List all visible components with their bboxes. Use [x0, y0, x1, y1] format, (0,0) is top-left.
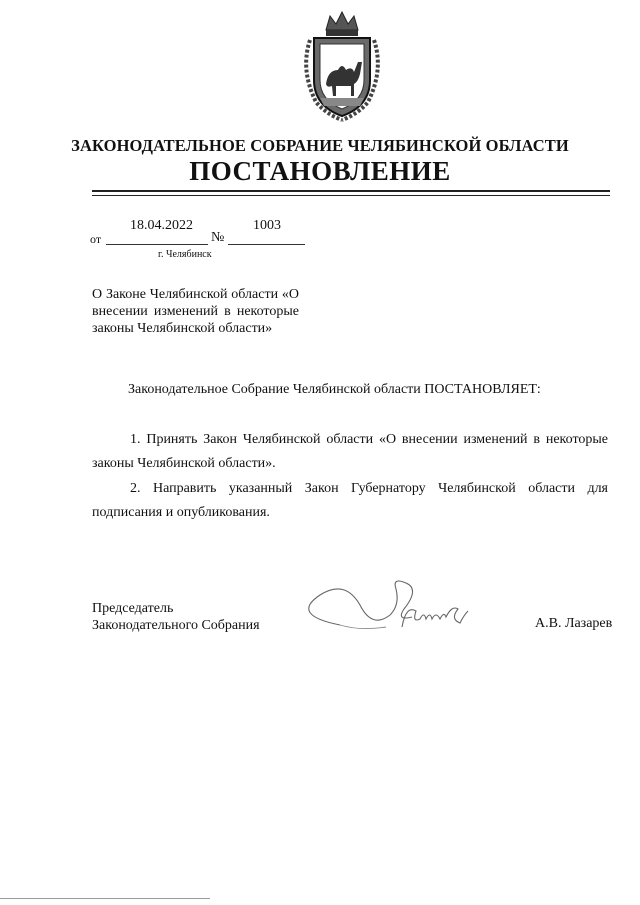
number-underline	[228, 244, 305, 245]
document-type-title: ПОСТАНОВЛЕНИЕ	[189, 156, 451, 186]
number-sign: №	[211, 230, 225, 245]
coat-of-arms-icon	[296, 10, 388, 124]
date-underline	[106, 244, 208, 245]
header-divider-thick	[92, 190, 610, 192]
document-city: г. Челябинск	[158, 249, 212, 260]
signature-icon	[300, 575, 490, 637]
header-divider-thin	[92, 195, 610, 196]
date-prefix: от	[90, 232, 102, 246]
scan-artifact-line	[0, 898, 210, 899]
signer-title-line-2: Законодательного Собрания	[92, 618, 260, 633]
signer-title	[92, 600, 260, 634]
signer-name: А.В. Лазарев	[535, 616, 613, 631]
organization-name: ЗАКОНОДАТЕЛЬНОЕ СОБРАНИЕ ЧЕЛЯБИНСКОЙ ОБЛАСТИ	[71, 136, 569, 155]
signer-title-line-1: Председатель	[92, 601, 174, 616]
preamble: Законодательное Собрание Челябинской области ПОСТАНОВЛЯЕТ:	[128, 382, 541, 397]
document-number: 1003	[253, 218, 281, 233]
resolution-item-1: 1. Принять Закон Челябинской области «О внесении изменений в некоторые законы Челябинской области».	[92, 432, 608, 471]
document-subject: О Законе Челябинской области «О внесении изменений в некоторые законы Челябинской области»	[92, 287, 299, 336]
document-date: 18.04.2022	[130, 218, 193, 233]
resolution-item-2: 2. Направить указанный Закон Губернатору Челябинской области для подписания и опубликования.	[92, 481, 608, 520]
